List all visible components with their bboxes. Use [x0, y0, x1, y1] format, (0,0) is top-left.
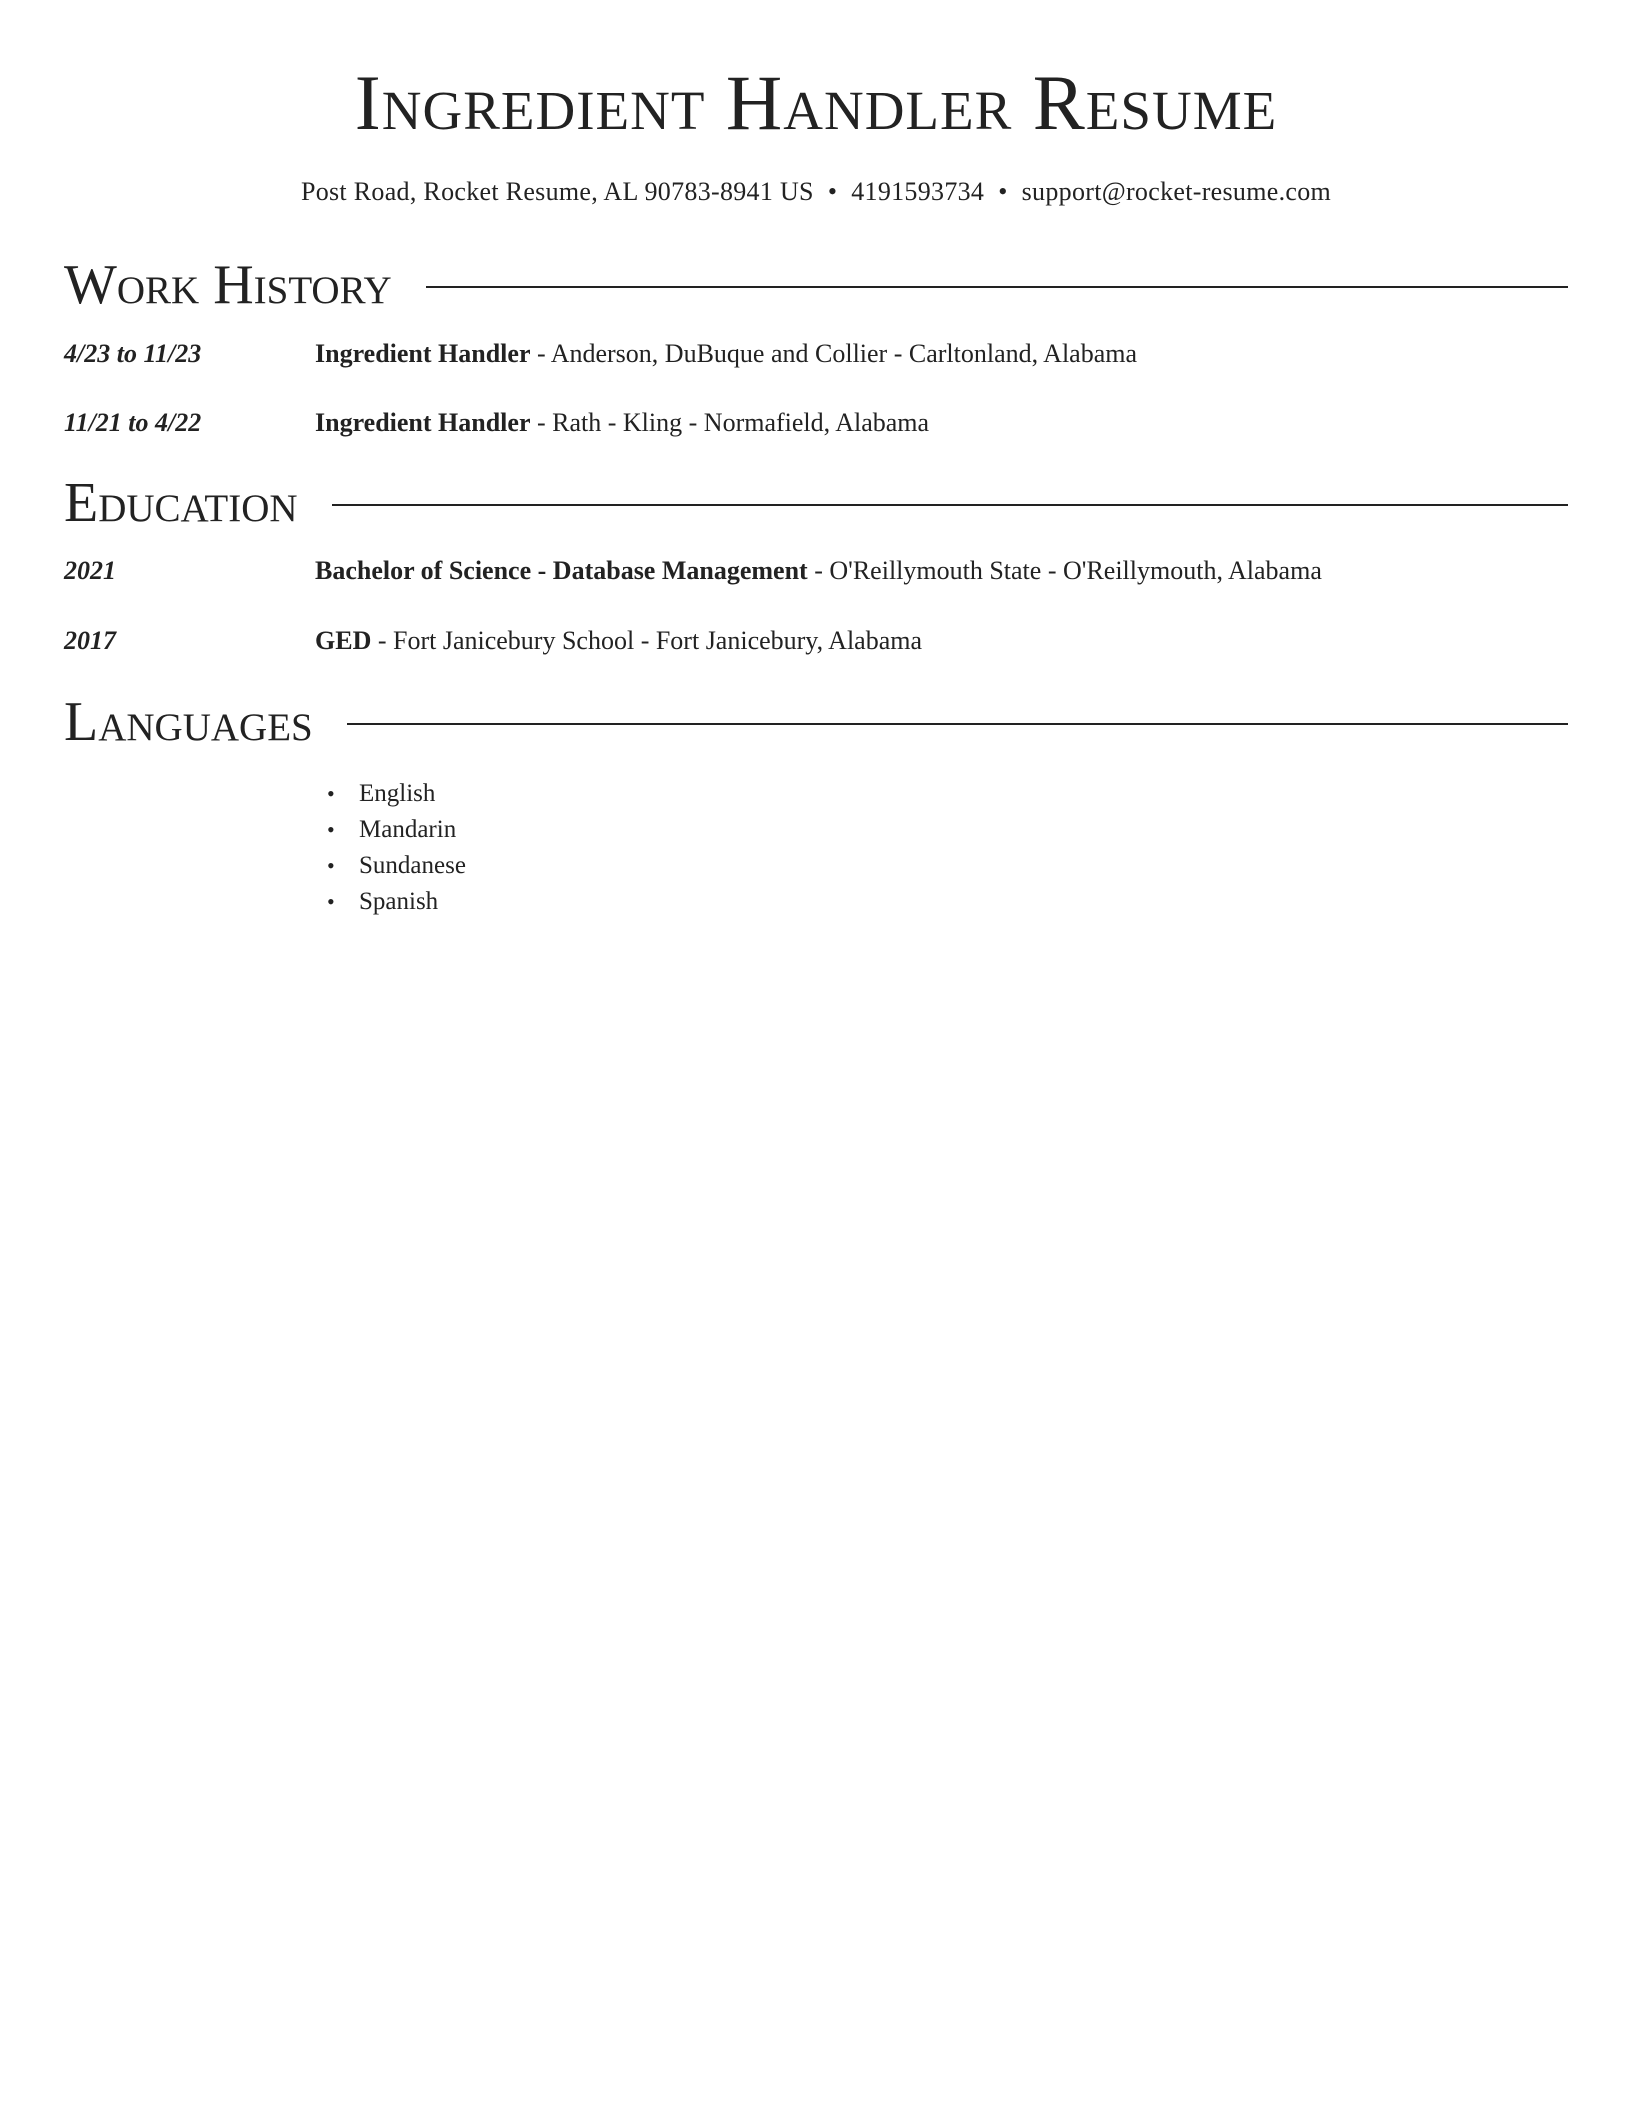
education-entry-degree: Bachelor of Science - Database Management [315, 556, 808, 585]
language-name: English [359, 780, 436, 807]
contact-phone: 4191593734 [851, 177, 985, 206]
work-history-heading: Work History [64, 254, 392, 316]
education-entry-year: 2017 [64, 626, 116, 655]
work-entry-employer: - Anderson, DuBuque and Collier - Carltonland, Alabama [530, 339, 1138, 368]
contact-separator: • [998, 177, 1008, 206]
bullet-icon: • [327, 781, 335, 806]
education-header [64, 471, 1568, 535]
work-entry-detail [315, 336, 1137, 372]
bullet-icon: • [327, 853, 335, 878]
work-entry-role: Ingredient Handler [315, 408, 531, 437]
work-entry-detail [315, 405, 929, 441]
bullet-icon: • [327, 817, 335, 842]
resume-title: Ingredient Handler Resume [354, 59, 1278, 146]
education-entry-year: 2021 [64, 556, 116, 585]
education-entry-school: - Fort Janicebury School - Fort Janicebury, Alabama [371, 626, 923, 655]
education-entry-detail [315, 553, 1322, 589]
education-entry-detail [315, 623, 922, 659]
language-name: Spanish [359, 888, 439, 915]
contact-email: support@rocket-resume.com [1021, 177, 1332, 206]
list-item [315, 848, 466, 884]
work-entry-dates: 11/21 to 4/22 [64, 408, 202, 437]
section-divider [347, 723, 1568, 725]
work-history-header [64, 253, 1568, 317]
education-entry [64, 553, 1568, 589]
languages-list [315, 776, 466, 920]
list-item [315, 776, 466, 812]
list-item [315, 812, 466, 848]
work-entry-dates: 4/23 to 11/23 [64, 339, 202, 368]
contact-separator: • [827, 177, 838, 206]
list-item [315, 884, 466, 920]
language-name: Mandarin [359, 816, 457, 843]
contact-address: Post Road, Rocket Resume, AL 90783-8941 US [300, 177, 814, 206]
contact-line [64, 174, 1568, 210]
languages-heading: Languages [64, 691, 313, 753]
section-divider [426, 286, 1568, 288]
work-entry [64, 336, 1568, 372]
education-heading: Education [64, 472, 298, 534]
section-divider [332, 504, 1568, 506]
education-entry-degree: GED [315, 626, 372, 655]
bullet-icon: • [327, 889, 335, 914]
work-entry [64, 405, 1568, 441]
languages-header [64, 690, 1568, 754]
education-entry [64, 623, 1568, 659]
language-name: Sundanese [359, 852, 466, 879]
education-entry-school: - O'Reillymouth State - O'Reillymouth, Alabama [807, 556, 1322, 585]
work-entry-role: Ingredient Handler [315, 339, 531, 368]
work-entry-employer: - Rath - Kling - Normafield, Alabama [530, 408, 930, 437]
